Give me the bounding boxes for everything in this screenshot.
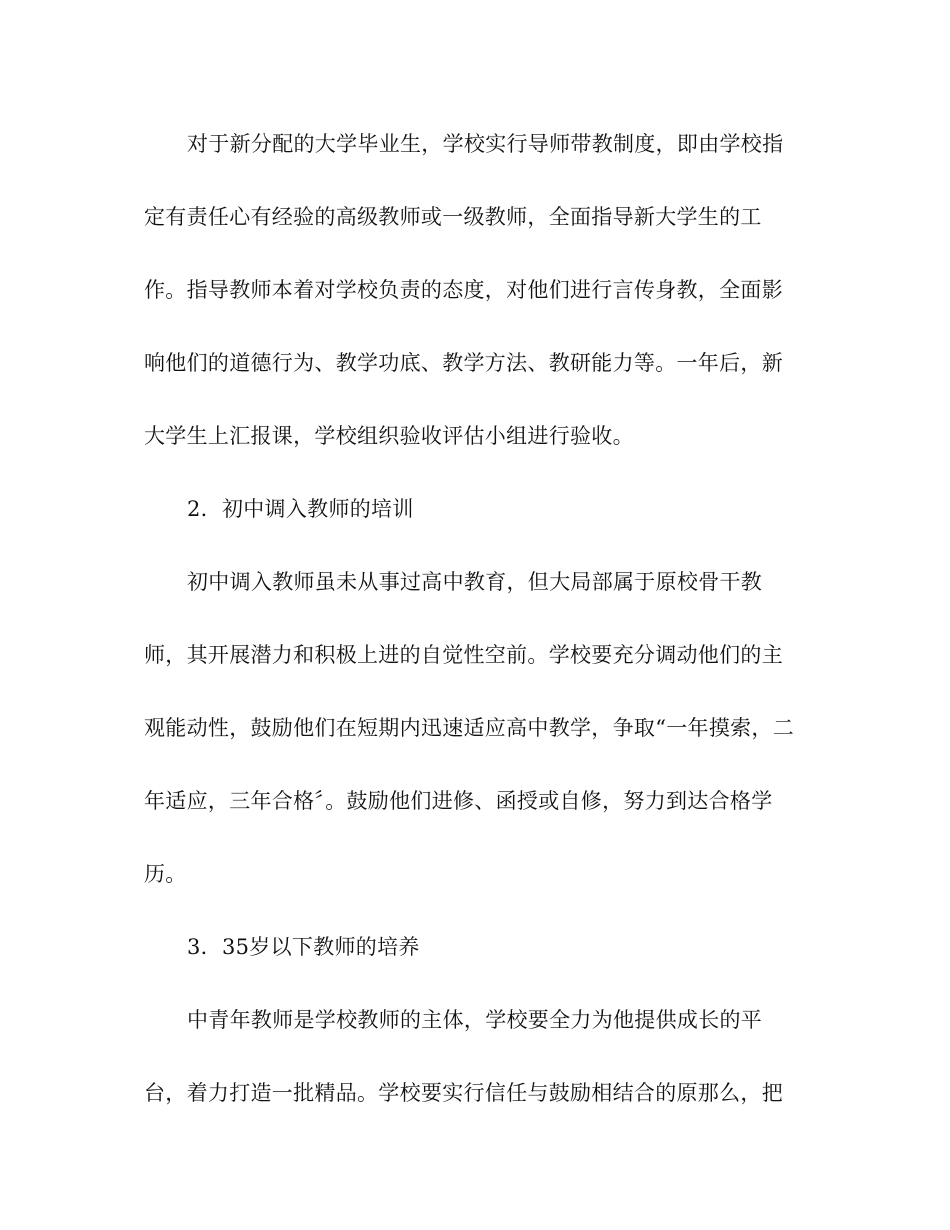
paragraph-3-line-1: 中青年教师是学校教师的主体，学校要全力为他提供成长的平	[187, 1008, 763, 1032]
paragraph-1-line-2: 定有责任心有经验的高级教师或一级教师，全面指导新大学生的工	[144, 205, 762, 229]
paragraph-2-line-3: 观能动性，鼓励他们在短期内迅速适应高中教学，争取“一年摸索，二	[144, 716, 795, 740]
paragraph-3-line-2: 台，着力打造一批精品。学校要实行信任与鼓励相结合的原那么，把	[144, 1081, 783, 1105]
paragraph-1-line-4: 响他们的道德行为、教学功底、教学方法、教研能力等。一年后，新	[144, 351, 783, 375]
paragraph-2-line-1: 初中调入教师虽未从事过高中教育，但大局部属于原校骨干教	[187, 570, 763, 594]
paragraph-2-line-5: 历。	[144, 862, 187, 886]
section-heading-2: 2．初中调入教师的培训	[187, 497, 414, 521]
paragraph-1-line-1: 对于新分配的大学毕业生，学校实行导师带教制度，即由学校指	[187, 132, 784, 156]
paragraph-1-line-3: 作。指导教师本着对学校负责的态度，对他们进行言传身教，全面影	[144, 278, 783, 302]
section-heading-3: 3．35岁以下教师的培养	[187, 935, 420, 959]
paragraph-2-line-4: 年适应，三年合格〞。鼓励他们进修、函授或自修，努力到达合格学	[144, 789, 773, 813]
paragraph-1-line-5: 大学生上汇报课，学校组织验收评估小组进行验收。	[144, 424, 634, 448]
paragraph-2-line-2: 师，其开展潜力和积极上进的自觉性空前。学校要充分调动他们的主	[144, 643, 783, 667]
